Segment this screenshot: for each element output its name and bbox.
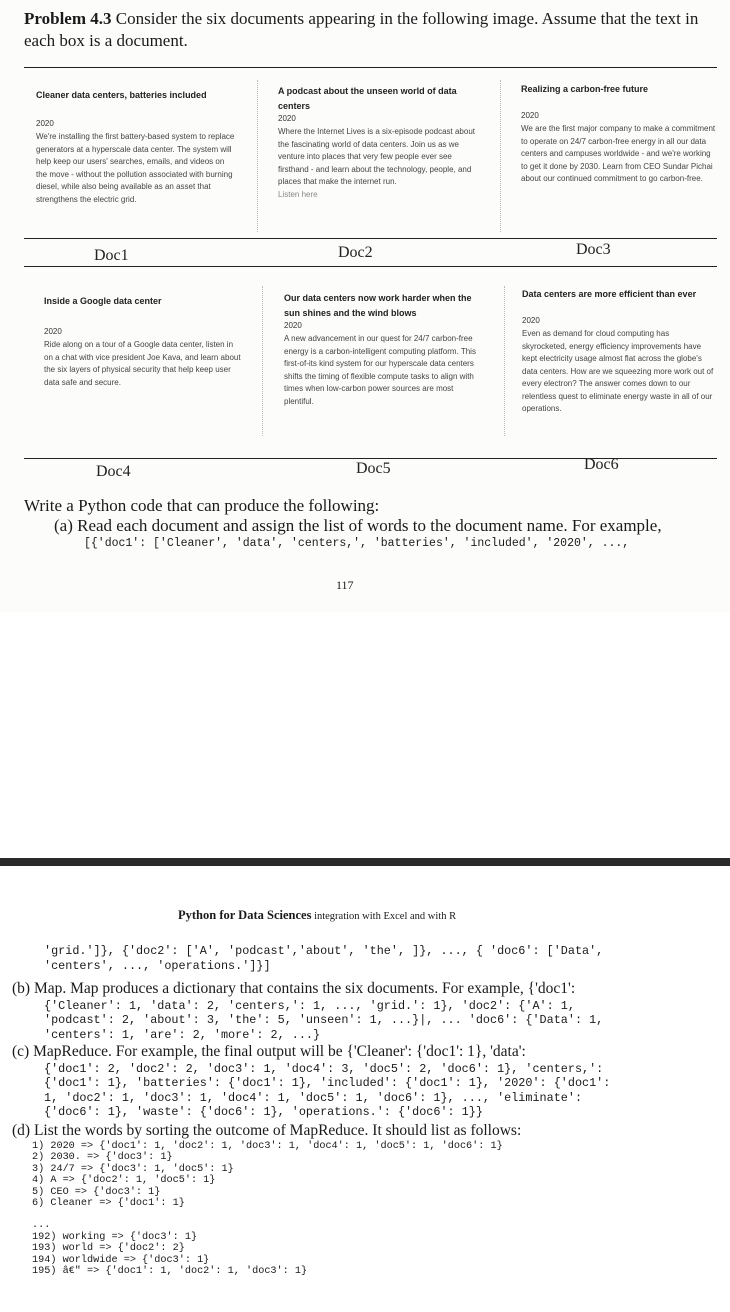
doc5-body: A new advancement in our quest for 24/7 carbon-free energy is a carbon-intelligent computing platform. This first-of-its kind system for our hyperscale data centers shifts the timing of flexible compute tasks to align with times when low-carbon power sources are most plentiful.: [284, 334, 476, 406]
doc2-year: 2020: [278, 114, 296, 123]
list-item: 4) A => {'doc2': 1, 'doc5': 1}: [32, 1175, 216, 1187]
doc5-box: [284, 291, 484, 408]
task-d-text: (d) List the words by sorting the outcome of MapReduce. It should list as follows:: [12, 1122, 522, 1139]
list-item: 195) â€" => {'doc1': 1, 'doc2': 1, 'doc3': 1}: [32, 1266, 308, 1278]
doc5-label: Doc5: [356, 460, 391, 477]
top-rule: [24, 67, 717, 68]
task-a-continued: [12, 944, 717, 973]
problem-statement: [24, 8, 714, 52]
doc1-year: 2020: [36, 119, 54, 128]
task-c-code-1: {'doc1': 2, 'doc2': 2, 'doc3': 1, 'doc4': 3, 'doc5': 2, 'doc6': 1}, 'centers,':: [44, 1061, 604, 1076]
doc2-label: Doc2: [338, 244, 373, 261]
problem-text: Consider the six documents appearing in the following image. Assume that the text in each box is a document.: [24, 9, 699, 50]
list-item: 193) world => {'doc2': 2}: [32, 1243, 185, 1255]
doc6-year: 2020: [522, 316, 540, 325]
doc5-title: Our data centers now work harder when the sun shines and the wind blows: [284, 293, 472, 318]
doc4-box: [44, 294, 244, 389]
doc4-label: Doc4: [96, 463, 131, 480]
doc6-box: [522, 287, 716, 416]
sorted-list-top: [12, 1141, 717, 1211]
doc3-title: Realizing a carbon-free future: [521, 84, 649, 94]
doc6-label: Doc6: [584, 456, 619, 473]
task-block: [24, 496, 724, 552]
doc2-title: A podcast about the unseen world of data centers: [278, 86, 457, 111]
row2-divider-1: [262, 286, 263, 436]
row1-rule: [24, 238, 717, 239]
task-a-code-cont-1: 'grid.']}, {'doc2': ['A', 'podcast','about', 'the', ]}, ..., { 'doc6': ['Data',: [44, 944, 604, 958]
sorted-list-bottom: [12, 1232, 717, 1278]
row2-divider-2: [504, 286, 505, 436]
task-c-text: (c) MapReduce. For example, the final output will be {'Cleaner': {'doc1': 1}, 'data':: [12, 1043, 526, 1060]
list-item: 3) 24/7 => {'doc3': 1, 'doc5': 1}: [32, 1163, 234, 1175]
task-b-code-1: {'Cleaner': 1, 'data': 2, 'centers,': 1, ..., 'grid.': 1}, 'doc2': {'A': 1,: [44, 998, 575, 1013]
doc4-body: Ride along on a tour of a Google data center, listen in on a chat with vice president Joe Kava, and learn about the six layers of physical security that help keep user data safe and secure.: [44, 340, 241, 387]
list-item: 1) 2020 => {'doc1': 1, 'doc2': 1, 'doc3': 1, 'doc4': 1, 'doc5': 1, 'doc6': 1}: [32, 1140, 503, 1152]
row1-divider-1: [257, 80, 258, 232]
task-c-code-2: {'doc1': 1}, 'batteries': {'doc1': 1}, 'included': {'doc1': 1}, '2020': {'doc1':: [44, 1076, 611, 1090]
list-item: 6) Cleaner => {'doc1': 1}: [32, 1198, 185, 1210]
page-number: 117: [336, 578, 354, 592]
task-a-code-cont-2: 'centers', ..., 'operations.']}]: [44, 958, 271, 973]
doc4-year: 2020: [44, 327, 62, 336]
doc4-title: Inside a Google data center: [44, 296, 162, 306]
list-item: 194) worldwide => {'doc3': 1}: [32, 1254, 210, 1266]
row1-bottom-rule: [24, 266, 717, 267]
task-c-code-4: {'doc6': 1}, 'waste': {'doc6': 1}, 'operations.': {'doc6': 1}}: [44, 1105, 483, 1119]
doc2-listen-link[interactable]: Listen here: [278, 189, 318, 199]
doc1-body: We're installing the first battery-based system to replace generators at a hyperscale data center. The system will help keep our users' searches, emails, and videos on the move - without the pollution associated with burning diesel, while also being available as an asset that strengthens the electric grid.: [36, 132, 235, 204]
doc6-body: Even as demand for cloud computing has skyrocketed, energy efficiency improvements have kept electricity usage almost flat across the globe's data centers. How are we squeezing more work out of every electron? The answer comes down to our relentless quest to eliminate energy waste in all of our operations.: [522, 329, 714, 413]
doc1-label: Doc1: [94, 247, 129, 264]
running-header-sub: integration with Excel and with R: [311, 911, 457, 922]
row1-divider-2: [500, 80, 501, 232]
task-c: [12, 1043, 717, 1120]
doc3-box: [521, 82, 717, 186]
doc3-label: Doc3: [576, 241, 611, 258]
doc2-body: Where the Internet Lives is a six-episode podcast about the fascinating world of data centers. Join us as we venture into places that very few people ever see firsthand - and learn about the technology, people, and places that make the internet run.: [278, 127, 475, 186]
task-a-code: [{'doc1': ['Cleaner', 'data', 'centers,', 'batteries', 'included', '2020', ...,: [84, 537, 630, 550]
task-a-text: (a) Read each document and assign the list of words to the document name. For example,: [54, 516, 662, 535]
list-item: 192) working => {'doc3': 1}: [32, 1231, 198, 1243]
task-b-code-2: 'podcast': 2, 'about': 3, 'the': 5, 'unseen': 1, ...}|, ... 'doc6': {'Data': 1,: [44, 1013, 604, 1027]
list-ellipsis: ...: [32, 1220, 51, 1232]
task-b: [12, 980, 717, 1042]
problem-number: Problem 4.3: [24, 9, 112, 28]
page-divider: [0, 858, 730, 866]
list-item: 2) 2030. => {'doc3': 1}: [32, 1152, 173, 1164]
doc1-box: [36, 88, 236, 206]
task-b-code-3: 'centers': 1, 'are': 2, 'more': 2, ...}: [44, 1027, 321, 1042]
doc6-title: Data centers are more efficient than ever: [522, 289, 697, 299]
running-header-title: Python for Data Sciences: [178, 908, 312, 922]
doc3-body: We are the first major company to make a commitment to operate on 24/7 carbon-free energy in all our data centers and campuses worldwide - and we're working to get it done by 2030. Learn from CEO Sundar Pichai about our continued commitment to go carbon-free.: [521, 124, 716, 183]
task-intro: Write a Python code that can produce the following:: [24, 496, 380, 515]
task-d: [12, 1122, 717, 1278]
doc2-box: [278, 84, 478, 201]
running-header: [178, 908, 456, 923]
task-c-code-3: 1, 'doc2': 1, 'doc3': 1, 'doc4': 1, 'doc5': 1, 'doc6': 1}, ..., 'eliminate':: [44, 1090, 583, 1105]
doc5-year: 2020: [284, 321, 302, 330]
task-b-text: (b) Map. Map produces a dictionary that contains the six documents. For example, {'doc1':: [12, 980, 576, 997]
doc1-title: Cleaner data centers, batteries included: [36, 90, 207, 100]
doc3-year: 2020: [521, 111, 539, 120]
list-item: 5) CEO => {'doc3': 1}: [32, 1186, 161, 1198]
